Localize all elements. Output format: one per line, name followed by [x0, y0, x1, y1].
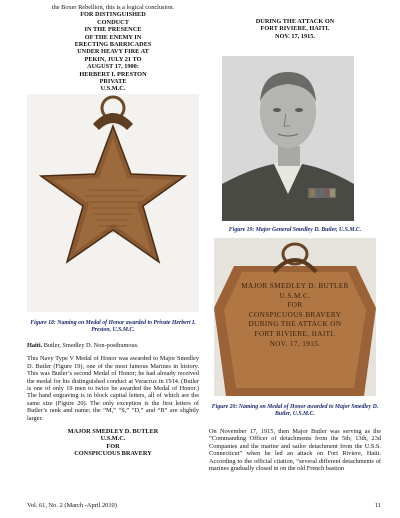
figure18-caption: Figure 18: Naming on Medal of Honor awarded to Private Herbert I. Preston, U.S.M.C. [30, 320, 196, 333]
section-heading-haiti: Haiti. [27, 342, 43, 349]
left-column [27, 0, 199, 93]
footer-issue: Vol. 61, No. 2 (March -April 2010) [27, 502, 117, 509]
page-number: 11 [374, 502, 381, 509]
figure20-medal-closeup-photo [214, 238, 376, 396]
inscription-line: HERBERT I. PRESTON [79, 70, 147, 78]
figure19-portrait-photo [222, 56, 354, 221]
engraving-line: NOV. 17, 1915. [269, 339, 321, 348]
inscription-line: ERECTING BARRICADES [74, 41, 152, 49]
header-line: FORT RIVIERE, HAITI. [260, 25, 330, 33]
body-paragraph-left: This Navy Type V Medal of Honor was awarded to Major Smedley D. Butler (Figure 19), one of the most famous Marines in history. This was Butler’s second Medal of Honor; he had already received the medal for his distinguished conduct at Veracruz in 1914. (Butler is one of only 19 men to twice be awarded the Medal of Honor.) The hand engraving is in block capital letters, all of which are the same size (Figure 20). The only exception is the first letters of Butler’s rank and name; the “M,” “S,” “D,” and “B” are slightly larger. [27, 355, 199, 422]
figure19-caption: Figure 19: Major General Smedley D. Butler, U.S.M.C. [228, 227, 362, 233]
inscription-line: MAJOR SMEDLEY D. BUTLER [67, 428, 159, 436]
engraving-line: CONSPICUOUS BRAVERY [248, 310, 342, 319]
intro-line: the Boxer Rebellion, this is a logical conclusion. [51, 4, 175, 11]
inscription-line: U.S.M.C. [100, 85, 126, 93]
inscription-line: AUGUST 17, 1900: [87, 63, 139, 71]
right-column [209, 0, 381, 40]
right-header [209, 18, 381, 40]
body-paragraph-right: On November 17, 1915, then Major Butler was serving as the “Commanding Officer of detachments from the 5th, 13th, 23d Companies and the marine and sailor detachment from the U.S.S. Connecticut” when he led an attack on Fort Riviere, Haiti. According to the official citation, “several different detachments of marines gradually closed in on the old French bastion [209, 428, 381, 473]
preston-inscription [27, 11, 199, 92]
inscription-line: U.S.M.C. [100, 435, 126, 443]
inscription-line: IN THE PRESENCE [84, 26, 142, 34]
inscription-line: OF THE ENEMY IN [84, 33, 142, 41]
inscription-line: FOR [106, 442, 120, 450]
haiti-entry: Butler, Smedley D. Non-posthumous. [43, 342, 139, 349]
inscription-line: FOR DISTINGUISHED [80, 11, 146, 19]
engraving-line: U.S.M.C. [279, 291, 311, 300]
inscription-line: CONDUCT [97, 18, 129, 26]
header-line: DURING THE ATTACK ON [255, 18, 335, 25]
figure20-caption: Figure 20: Naming on Medal of Honor awarded to Major Smedley D. Butler, U.S.M.C. [211, 404, 379, 417]
inscription-line: PRIVATE [99, 78, 127, 86]
figure18-medal-photo [27, 94, 199, 312]
engraving-line: DURING THE ATTACK ON [248, 320, 342, 329]
engraving-line: MAJOR SMEDLEY D. BUTLER [241, 282, 349, 290]
engraving-line: FORT RIVIERE, HAITI. [254, 329, 336, 338]
inscription-line: PEKIN, JULY 21 TO [84, 55, 142, 63]
inscription-line: CONSPICUOUS BRAVERY [74, 450, 152, 458]
header-line: NOV. 17, 1915. [275, 32, 315, 40]
butler-inscription [27, 428, 199, 458]
medal-engraving [214, 282, 376, 349]
engraving-line: FOR [287, 301, 303, 310]
left-body [27, 342, 199, 458]
inscription-line: UNDER HEAVY FIRE AT [77, 48, 149, 56]
